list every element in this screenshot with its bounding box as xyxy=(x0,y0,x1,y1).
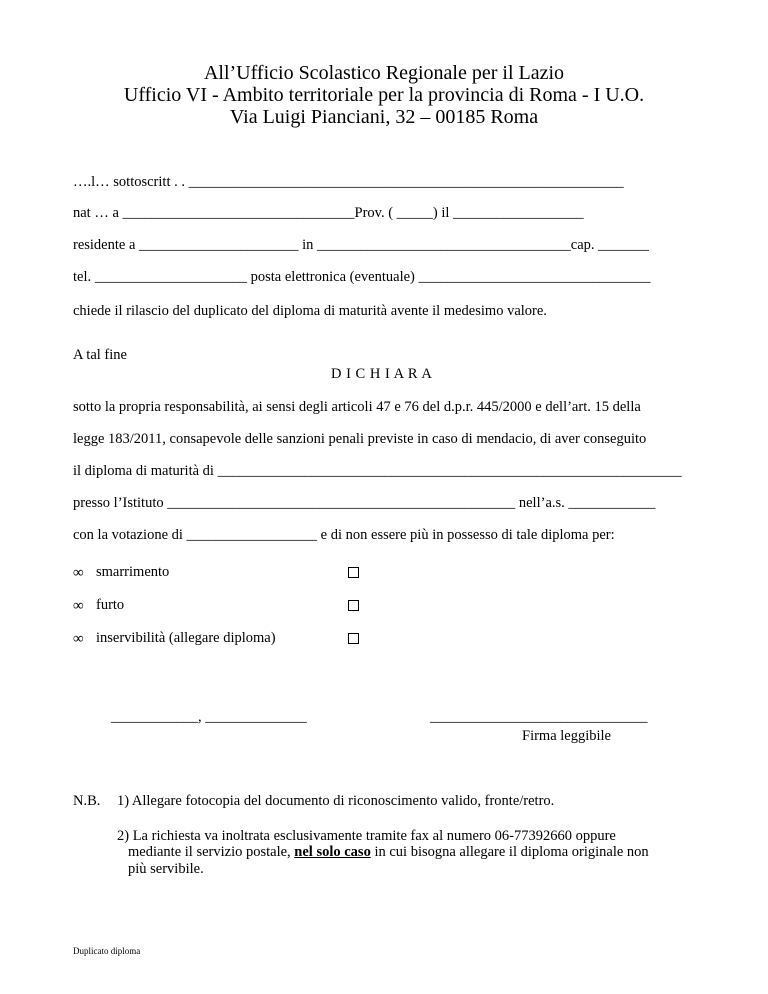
option-label-furto: furto xyxy=(96,597,125,613)
signature-label: Firma leggibile xyxy=(522,728,611,744)
note-2-text-a: mediante il servizio postale, xyxy=(128,844,295,860)
checkbox-smarrimento[interactable] xyxy=(348,567,359,578)
note-1: 1) Allegare fotocopia del documento di riconoscimento valido, fronte/retro. xyxy=(117,793,555,809)
header-line-2: Ufficio VI - Ambito territoriale per la provincia di Roma - I U.O. xyxy=(123,84,645,106)
signature-line: ______________________________ xyxy=(430,709,648,725)
tel-line: tel. _____________________ posta elettronica (eventuale) ________________________________ xyxy=(73,269,651,285)
diploma-line: il diploma di maturità di ________________________________________________________________ xyxy=(73,463,682,479)
istituto-line: presso l’Istituto ________________________________________________ nell’a.s. ____________ xyxy=(73,495,656,511)
checkbox-furto[interactable] xyxy=(348,600,359,611)
header-line-1: All’Ufficio Scolastico Regionale per il Lazio xyxy=(203,62,565,84)
checkbox-inservibilita[interactable] xyxy=(348,633,359,644)
note-2-line-1: 2) La richiesta va inoltrata esclusivamente tramite fax al numero 06-77392660 oppure xyxy=(117,828,616,844)
option-label-inservibilita: inservibilità (allegare diploma) xyxy=(96,630,276,646)
dichiara-heading: D I C H I A R A xyxy=(331,366,433,382)
header-line-3: Via Luigi Pianciani, 32 – 00185 Roma xyxy=(229,106,539,128)
sottoscritto-line: ….l… sottoscritt . . ____________________________________________________________ xyxy=(73,174,624,190)
votazione-line: con la votazione di __________________ e di non essere più in possesso di tale diploma per: xyxy=(73,527,615,543)
note-2-text-b: in cui bisogna allegare il diploma originale non xyxy=(370,844,649,860)
option-label-smarrimento: smarrimento xyxy=(96,564,170,580)
footer-label: Duplicato diploma xyxy=(73,946,141,956)
a-tal-fine: A tal fine xyxy=(73,347,127,363)
chiede-line: chiede il rilascio del duplicato del diploma di maturità avente il medesimo valore. xyxy=(73,303,547,319)
note-2-emphasis: nel solo caso xyxy=(294,844,371,860)
legge-line: legge 183/2011, consapevole delle sanzioni penali previste in caso di mendacio, di aver conseguito xyxy=(73,431,647,447)
place-date-field: ____________, ______________ xyxy=(111,709,307,725)
bullet-icon: ∞ xyxy=(73,598,84,614)
note-2-line-3: più servibile. xyxy=(128,861,204,877)
bullet-icon: ∞ xyxy=(73,565,84,581)
nato-line: nat … a ________________________________Prov. ( _____) il __________________ xyxy=(73,205,584,221)
responsabilita-line: sotto la propria responsabilità, ai sensi degli articoli 47 e 76 del d.p.r. 445/2000 e dell’art. 15 della xyxy=(73,399,641,415)
residente-line: residente a ______________________ in ___________________________________cap. _______ xyxy=(73,237,649,253)
note-2-line-2 xyxy=(128,843,649,861)
bullet-icon: ∞ xyxy=(73,631,84,647)
nb-prefix: N.B. xyxy=(73,793,101,809)
